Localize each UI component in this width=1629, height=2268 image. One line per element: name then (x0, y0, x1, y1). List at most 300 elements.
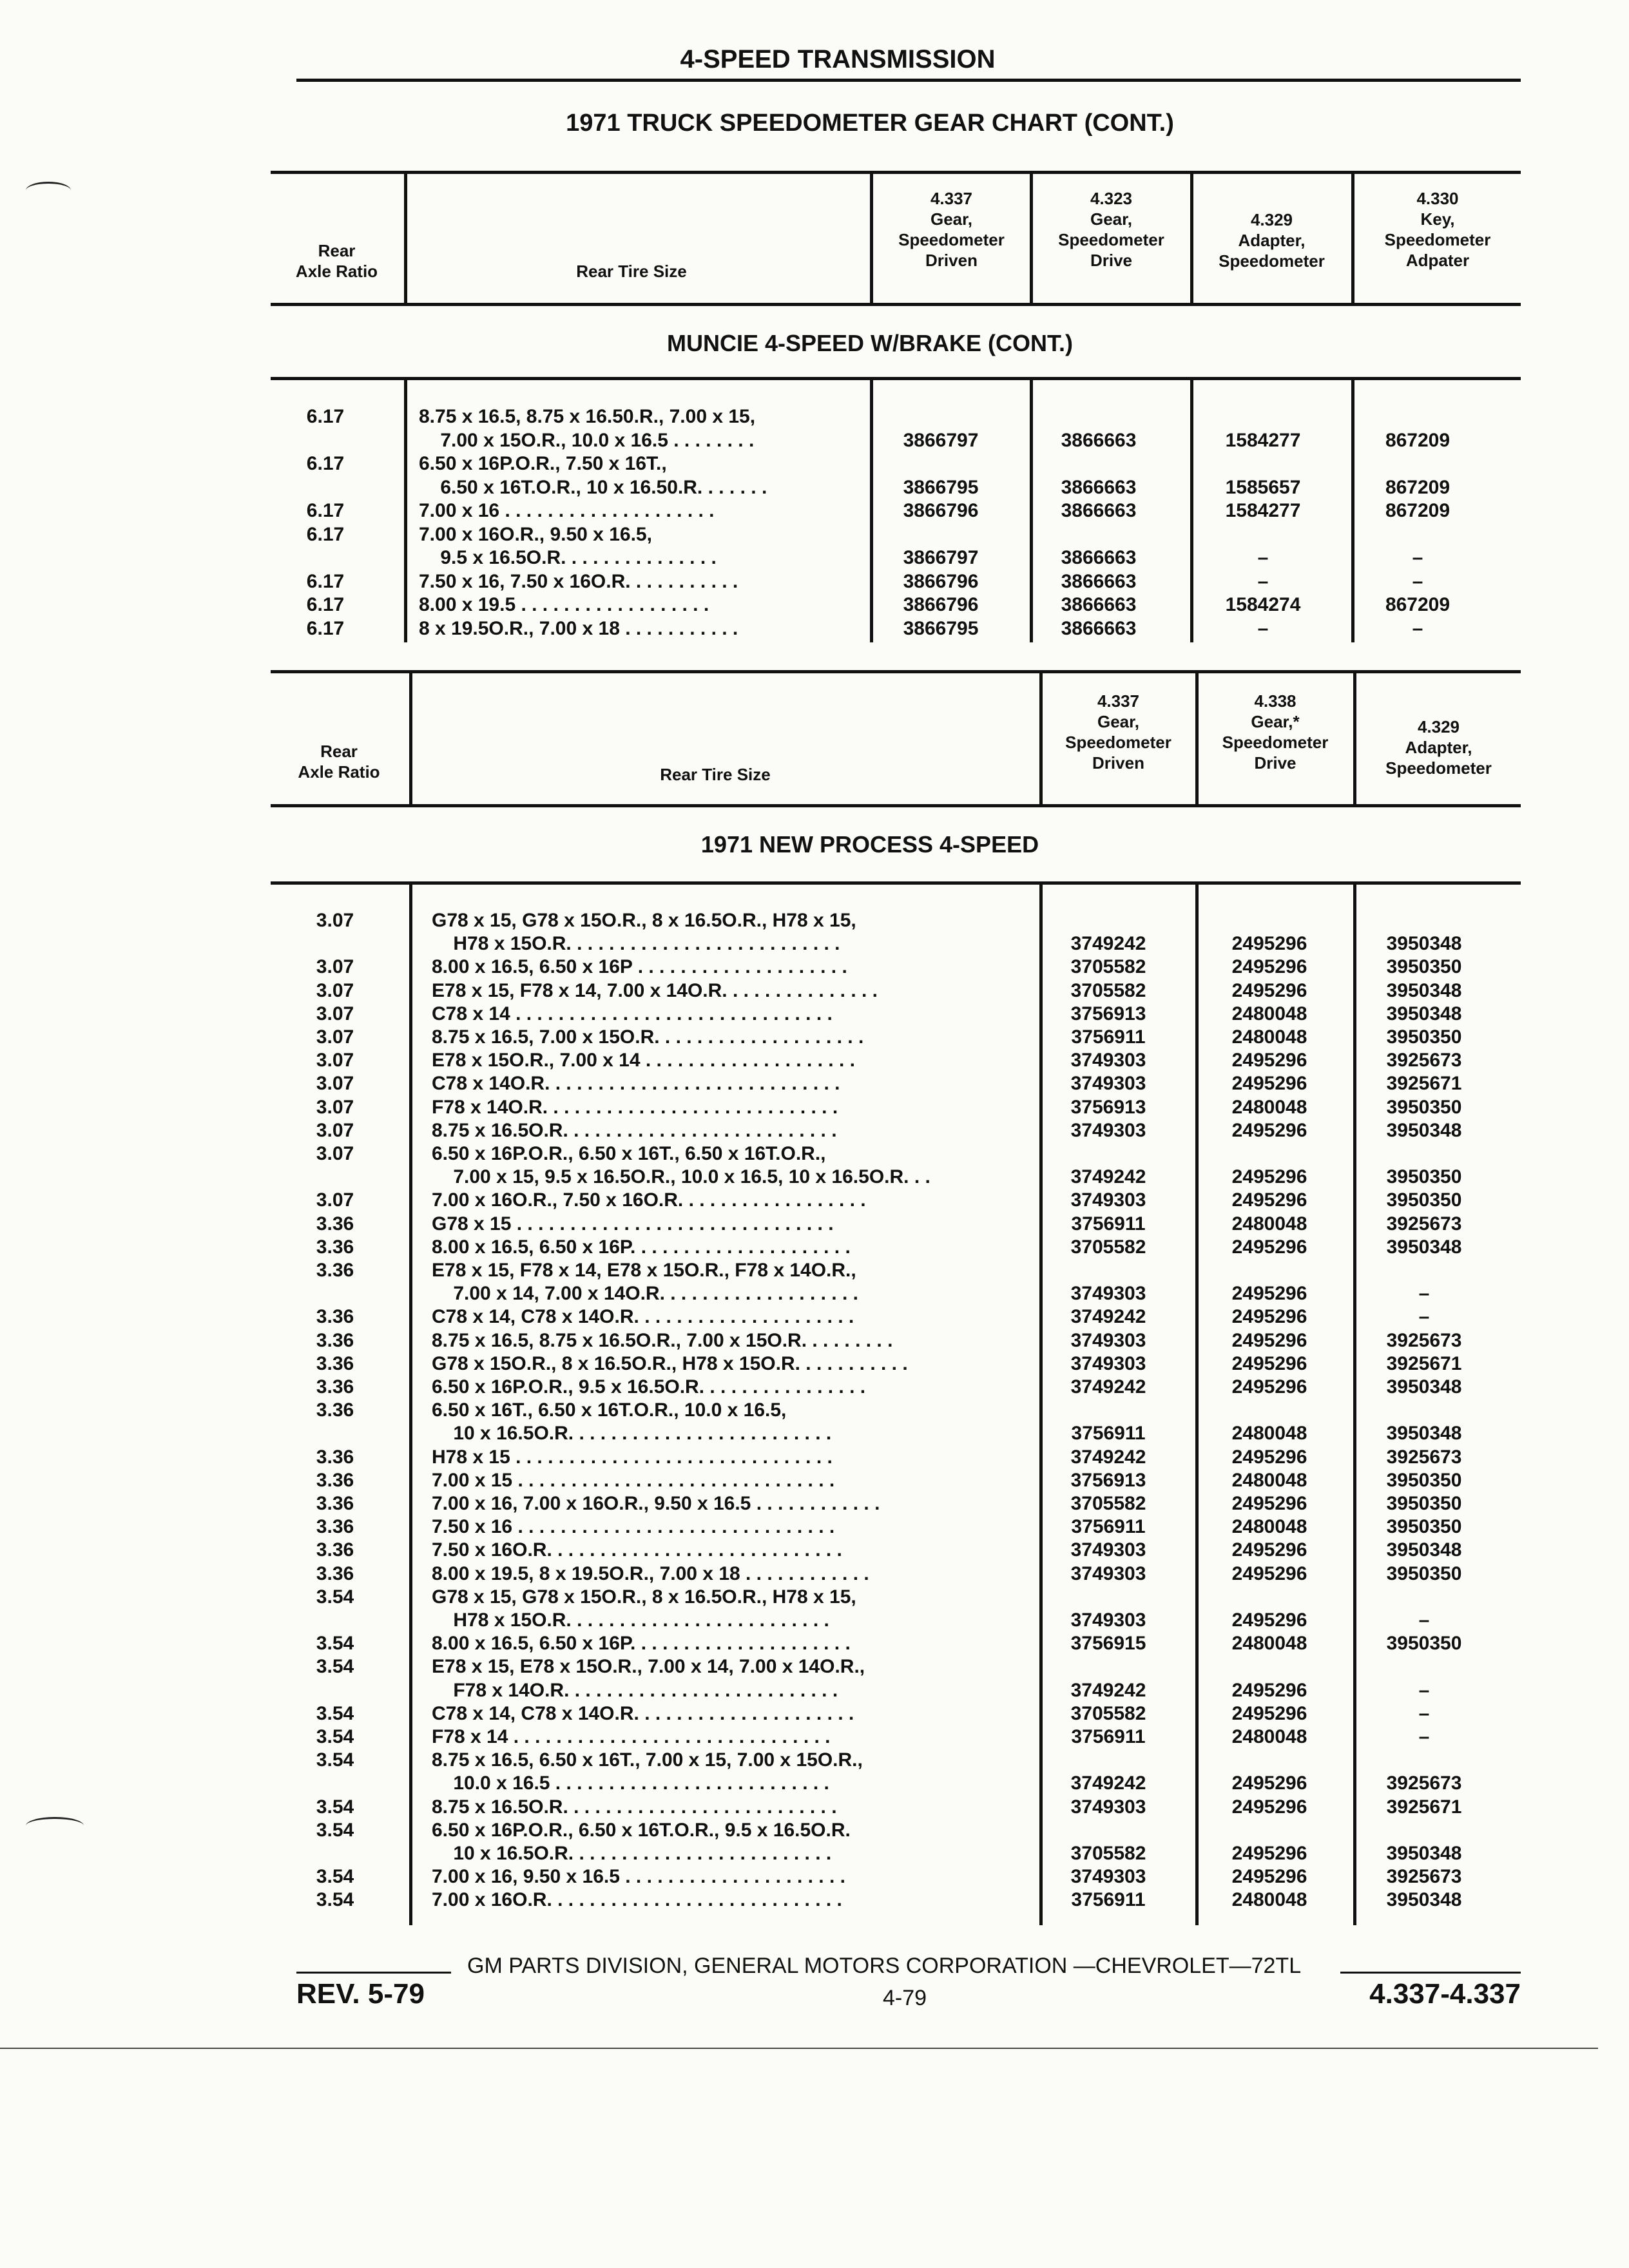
adapter-cell: 1584277 (1225, 500, 1301, 521)
tire-size-cell: H78 x 15 . . . . . . . . . . . . . . . . . . . . . . . . . . . . . . (432, 1446, 833, 1468)
driven-gear-cell: 3749303 (1070, 1796, 1146, 1818)
axle-ratio-cell: 3.54 (316, 1819, 354, 1841)
adapter-cell: 3950348 (1386, 1843, 1462, 1864)
table-row (271, 1771, 1521, 1795)
tire-size-cell: 10 x 16.5O.R. . . . . . . . . . . . . . . . . . . . . . . . . (432, 1423, 832, 1445)
drive-gear-cell: 2480048 (1231, 1003, 1307, 1024)
axle-ratio-cell: 3.36 (316, 1213, 354, 1235)
adapter-cell: – (1257, 617, 1269, 639)
table-row (271, 1562, 1521, 1586)
page-number: 4-79 (883, 1986, 927, 2010)
key-cell: – (1412, 570, 1423, 592)
table-1-section-title: MUNCIE 4-SPEED W/BRAKE (CONT.) (666, 330, 1074, 356)
driven-gear-cell: 3749303 (1070, 1562, 1146, 1584)
table-row (271, 1352, 1521, 1376)
key-cell: – (1412, 547, 1423, 568)
axle-ratio-cell: 3.54 (316, 1656, 354, 1678)
axle-ratio-cell: 3.54 (316, 1749, 354, 1771)
driven-gear-cell: 3749303 (1070, 1866, 1146, 1888)
axle-ratio-cell: 3.07 (316, 1189, 354, 1211)
adapter-cell: – (1418, 1702, 1430, 1724)
header-speedometer-driven-gear: 4.337 Gear, Speedometer Driven (1065, 691, 1171, 773)
driven-gear-cell: 3866795 (903, 617, 979, 639)
axle-ratio-cell: 3.54 (316, 1586, 354, 1608)
footer-division-text: GM PARTS DIVISION, GENERAL MOTORS CORPORATION —CHEVROLET—72TL (467, 1954, 1302, 1978)
axle-ratio-cell: 6.17 (306, 500, 345, 521)
tire-size-cell: 7.00 x 16, 9.50 x 16.5 . . . . . . . . . . . . . . . . . . . . . (432, 1866, 845, 1888)
table-row (271, 1002, 1521, 1026)
section-title: 4-SPEED TRANSMISSION (680, 45, 996, 73)
adapter-cell: 3925673 (1386, 1866, 1462, 1888)
table-row (271, 1282, 1521, 1305)
tire-size-cell: G78 x 15O.R., 8 x 16.5O.R., H78 x 15O.R. . . . . . . . . . . (432, 1352, 908, 1374)
drive-gear-cell: 2495296 (1231, 1446, 1307, 1468)
adapter-cell: 3950348 (1386, 1889, 1462, 1911)
key-cell: 867209 (1385, 594, 1451, 615)
tire-size-cell: 8.00 x 19.5 . . . . . . . . . . . . . . . . . . (419, 594, 709, 615)
drive-gear-cell: 2495296 (1231, 1329, 1307, 1351)
table-row (271, 1631, 1521, 1655)
driven-gear-cell: 3866797 (903, 547, 979, 568)
adapter-cell: 3950348 (1386, 1423, 1462, 1445)
table-row (271, 1468, 1521, 1492)
driven-gear-cell: 3705582 (1070, 956, 1146, 978)
axle-ratio-cell: 3.36 (316, 1539, 354, 1561)
axle-ratio-cell: 6.17 (306, 594, 345, 615)
drive-gear-cell: 2495296 (1231, 1166, 1307, 1188)
table-row (271, 476, 1521, 499)
axle-ratio-cell: 3.07 (316, 1003, 354, 1024)
tire-size-cell: F78 x 14 . . . . . . . . . . . . . . . . . . . . . . . . . . . . . . (432, 1726, 831, 1747)
tire-size-cell: 10 x 16.5O.R. . . . . . . . . . . . . . . . . . . . . . . . . (432, 1843, 832, 1864)
tire-size-cell: 8.75 x 16.5O.R. . . . . . . . . . . . . . . . . . . . . . . . . . (432, 1119, 837, 1141)
table-row (271, 1445, 1521, 1469)
axle-ratio-cell: 3.07 (316, 1050, 354, 1072)
axle-ratio-cell: 3.36 (316, 1236, 354, 1258)
adapter-cell: 3950350 (1386, 1562, 1462, 1584)
table-row (271, 546, 1521, 570)
tire-size-cell: E78 x 15, E78 x 15O.R., 7.00 x 14, 7.00 x 14O.R., (432, 1656, 865, 1678)
tire-size-cell: E78 x 15, F78 x 14, 7.00 x 14O.R. . . . . . . . . . . . . . . (432, 979, 878, 1001)
table-row (271, 593, 1521, 617)
table-row (271, 1421, 1521, 1445)
tire-size-cell: 6.50 x 16T.O.R., 10 x 16.50.R. . . . . . . (419, 476, 767, 498)
footer-rule-left (296, 1972, 451, 1974)
adapter-cell: 3950350 (1386, 1516, 1462, 1538)
table-row (271, 428, 1521, 452)
table-row (271, 1329, 1521, 1352)
driven-gear-cell: 3749303 (1070, 1283, 1146, 1305)
tire-size-cell: 7.00 x 16 . . . . . . . . . . . . . . . . . . . . (419, 500, 715, 521)
tire-size-cell: G78 x 15, G78 x 15O.R., 8 x 16.5O.R., H78 x 15, (432, 910, 856, 931)
axle-ratio-cell: 3.07 (316, 910, 354, 931)
tire-size-cell: 10.0 x 16.5 . . . . . . . . . . . . . . . . . . . . . . . . . . (432, 1773, 829, 1794)
adapter-cell: 3950348 (1386, 979, 1462, 1001)
tire-size-cell: 8 x 19.5O.R., 7.00 x 18 . . . . . . . . . . . (419, 617, 738, 639)
tire-size-cell: G78 x 15, G78 x 15O.R., 8 x 16.5O.R., H78 x 15, (432, 1586, 856, 1608)
table-row (271, 1375, 1521, 1399)
table-row (271, 1258, 1521, 1282)
table-row (271, 1492, 1521, 1515)
drive-gear-cell: 2495296 (1231, 1610, 1307, 1631)
tire-size-cell: 8.75 x 16.5, 7.00 x 15O.R. . . . . . . . . . . . . . . . . . . . (432, 1026, 864, 1048)
drive-gear-cell: 3866663 (1061, 476, 1137, 498)
axle-ratio-cell: 6.17 (306, 617, 345, 639)
drive-gear-cell: 2495296 (1231, 1073, 1307, 1095)
driven-gear-cell: 3749303 (1070, 1329, 1146, 1351)
driven-gear-cell: 3749303 (1070, 1610, 1146, 1631)
table-row (271, 1398, 1521, 1422)
drive-gear-cell: 2480048 (1231, 1213, 1307, 1235)
adapter-cell: 3925671 (1386, 1352, 1462, 1374)
drive-gear-cell: 2495296 (1231, 1189, 1307, 1211)
table-1-top-rule (271, 171, 1521, 174)
driven-gear-cell: 3749242 (1070, 1446, 1146, 1468)
tire-size-cell: C78 x 14 . . . . . . . . . . . . . . . . . . . . . . . . . . . . . . (432, 1003, 833, 1024)
table-row (271, 1702, 1521, 1725)
axle-ratio-cell: 6.17 (306, 406, 345, 427)
axle-ratio-cell: 3.36 (316, 1376, 354, 1398)
axle-ratio-cell: 6.17 (306, 570, 345, 592)
drive-gear-cell: 2480048 (1231, 1516, 1307, 1538)
drive-gear-cell: 3866663 (1061, 429, 1137, 451)
header-speedometer-adapter: 4.329 Adapter, Speedometer (1219, 210, 1325, 271)
table-row (271, 1072, 1521, 1095)
driven-gear-cell: 3705582 (1070, 979, 1146, 1001)
axle-ratio-cell: 3.07 (316, 956, 354, 978)
adapter-cell: 3950350 (1386, 1493, 1462, 1514)
header-rear-axle-ratio: Rear Axle Ratio (295, 241, 378, 281)
table-row (271, 405, 1521, 428)
tire-size-cell: 8.00 x 19.5, 8 x 19.5O.R., 7.00 x 18 . . . . . . . . . . . . (432, 1562, 869, 1584)
driven-gear-cell: 3749242 (1070, 1306, 1146, 1328)
axle-ratio-cell: 3.07 (316, 1119, 354, 1141)
driven-gear-cell: 3866795 (903, 476, 979, 498)
adapter-cell: 3925671 (1386, 1073, 1462, 1095)
tire-size-cell: 7.00 x 16O.R., 9.50 x 16.5, (419, 523, 652, 545)
adapter-cell: 3925673 (1386, 1773, 1462, 1794)
table-row (271, 1678, 1521, 1702)
key-cell: 867209 (1385, 500, 1451, 521)
adapter-cell: 3950350 (1386, 1189, 1462, 1211)
drive-gear-cell: 2495296 (1231, 1352, 1307, 1374)
axle-ratio-cell: 3.54 (316, 1866, 354, 1888)
drive-gear-cell: 3866663 (1061, 594, 1137, 615)
tire-size-cell: C78 x 14, C78 x 14O.R. . . . . . . . . . . . . . . . . . . . . (432, 1702, 854, 1724)
driven-gear-cell: 3749242 (1070, 1773, 1146, 1794)
table-row (271, 1515, 1521, 1539)
revision-label: REV. 5-79 (296, 1978, 425, 2010)
tire-size-cell: 7.50 x 16O.R. . . . . . . . . . . . . . . . . . . . . . . . . . . . (432, 1539, 842, 1561)
driven-gear-cell: 3749303 (1070, 1352, 1146, 1374)
key-cell: 867209 (1385, 429, 1451, 451)
axle-ratio-cell: 3.36 (316, 1516, 354, 1538)
drive-gear-cell: 3866663 (1061, 500, 1137, 521)
tire-size-cell: G78 x 15 . . . . . . . . . . . . . . . . . . . . . . . . . . . . . . (432, 1213, 834, 1235)
drive-gear-cell: 2495296 (1231, 1236, 1307, 1258)
drive-gear-cell: 2495296 (1231, 979, 1307, 1001)
adapter-cell: 3950350 (1386, 1026, 1462, 1048)
driven-gear-cell: 3756911 (1071, 1026, 1146, 1048)
driven-gear-cell: 3756911 (1071, 1889, 1146, 1911)
drive-gear-cell: 2495296 (1231, 1843, 1307, 1864)
drive-gear-cell: 2480048 (1231, 1633, 1307, 1655)
tire-size-cell: 7.50 x 16, 7.50 x 16O.R. . . . . . . . . . . (419, 570, 738, 592)
driven-gear-cell: 3705582 (1070, 1236, 1146, 1258)
tire-size-cell: 7.00 x 14, 7.00 x 14O.R. . . . . . . . . . . . . . . . . . . (432, 1283, 858, 1305)
driven-gear-cell: 3749303 (1070, 1050, 1146, 1072)
table-row (271, 1888, 1521, 1912)
adapter-cell: 3950348 (1386, 1119, 1462, 1141)
tire-size-cell: C78 x 14, C78 x 14O.R. . . . . . . . . . . . . . . . . . . . . (432, 1306, 854, 1328)
adapter-cell: 3950350 (1386, 1166, 1462, 1188)
tire-size-cell: 6.50 x 16P.O.R., 9.5 x 16.5O.R. . . . . . . . . . . . . . . . (432, 1376, 866, 1398)
tire-size-cell: E78 x 15O.R., 7.00 x 14 . . . . . . . . . . . . . . . . . . . . (432, 1050, 855, 1072)
adapter-cell: – (1257, 570, 1269, 592)
axle-ratio-cell: 3.36 (316, 1469, 354, 1491)
drive-gear-cell: 2495296 (1231, 1539, 1307, 1561)
key-cell: – (1412, 617, 1423, 639)
tire-size-cell: F78 x 14O.R. . . . . . . . . . . . . . . . . . . . . . . . . . . . (432, 1096, 838, 1118)
tire-size-cell: 7.00 x 15O.R., 10.0 x 16.5 . . . . . . . . (419, 429, 755, 451)
tire-size-cell: 8.00 x 16.5, 6.50 x 16P. . . . . . . . . . . . . . . . . . . . . (432, 1633, 851, 1655)
header-speedometer-drive-gear: 4.323 Gear, Speedometer Drive (1058, 189, 1164, 270)
driven-gear-cell: 3749242 (1070, 933, 1146, 955)
adapter-cell: – (1418, 1610, 1430, 1631)
tire-size-cell: 7.00 x 16, 7.00 x 16O.R., 9.50 x 16.5 . . . . . . . . . . . . (432, 1493, 880, 1514)
driven-gear-cell: 3866797 (903, 429, 979, 451)
drive-gear-cell: 2480048 (1231, 1469, 1307, 1491)
driven-gear-cell: 3749242 (1070, 1376, 1146, 1398)
table-row (271, 1841, 1521, 1865)
table-row (271, 979, 1521, 1003)
table-row (271, 1025, 1521, 1049)
axle-ratio-cell: 3.36 (316, 1352, 354, 1374)
drive-gear-cell: 2480048 (1231, 1096, 1307, 1118)
drive-gear-cell: 2495296 (1231, 1866, 1307, 1888)
drive-gear-cell: 2495296 (1231, 933, 1307, 955)
axle-ratio-cell: 3.54 (316, 1633, 354, 1655)
axle-ratio-cell: 3.54 (316, 1702, 354, 1724)
adapter-cell: 3950350 (1386, 956, 1462, 978)
adapter-cell: 3950350 (1386, 1096, 1462, 1118)
drive-gear-cell: 2480048 (1231, 1726, 1307, 1747)
driven-gear-cell: 3749303 (1070, 1189, 1146, 1211)
table-row (271, 1188, 1521, 1212)
driven-gear-cell: 3866796 (903, 570, 979, 592)
table-row (271, 1585, 1521, 1609)
tire-size-cell: 7.00 x 15 . . . . . . . . . . . . . . . . . . . . . . . . . . . . . . (432, 1469, 835, 1491)
chart-title: 1971 TRUCK SPEEDOMETER GEAR CHART (CONT.) (566, 110, 1174, 137)
drive-gear-cell: 2480048 (1231, 1423, 1307, 1445)
table-row (271, 1048, 1521, 1072)
axle-ratio-cell: 3.54 (316, 1889, 354, 1911)
drive-gear-cell: 3866663 (1061, 617, 1137, 639)
driven-gear-cell: 3756913 (1070, 1003, 1146, 1024)
header-speedometer-adapter-key: 4.330 Key, Speedometer Adpater (1384, 189, 1491, 270)
axle-ratio-cell: 3.36 (316, 1260, 354, 1281)
tire-size-cell: 8.75 x 16.5, 8.75 x 16.5O.R., 7.00 x 15O.R. . . . . . . . . (432, 1329, 893, 1351)
adapter-cell: 3925673 (1386, 1446, 1462, 1468)
adapter-cell: 3950348 (1386, 1236, 1462, 1258)
table-row (271, 1305, 1521, 1329)
adapter-cell: – (1418, 1679, 1430, 1701)
adapter-cell: 3950348 (1386, 1539, 1462, 1561)
table-row (271, 1119, 1521, 1142)
tire-size-cell: 7.50 x 16 . . . . . . . . . . . . . . . . . . . . . . . . . . . . . . (432, 1516, 835, 1538)
drive-gear-cell: 2495296 (1231, 1119, 1307, 1141)
driven-gear-cell: 3756911 (1071, 1423, 1146, 1445)
drive-gear-cell: 2480048 (1231, 1889, 1307, 1911)
axle-ratio-cell: 3.36 (316, 1329, 354, 1351)
drive-gear-cell: 2495296 (1231, 1562, 1307, 1584)
tire-size-cell: 7.00 x 16O.R. . . . . . . . . . . . . . . . . . . . . . . . . . . . (432, 1889, 842, 1911)
tire-size-cell: 6.50 x 16T., 6.50 x 16T.O.R., 10.0 x 16.5, (432, 1399, 787, 1421)
axle-ratio-cell: 3.36 (316, 1306, 354, 1328)
table-2-vline (409, 670, 412, 804)
axle-ratio-cell: 3.07 (316, 979, 354, 1001)
tire-size-cell: F78 x 14O.R. . . . . . . . . . . . . . . . . . . . . . . . . . (432, 1679, 838, 1701)
drive-gear-cell: 2495296 (1231, 1306, 1307, 1328)
section-reference: 4.337-4.337 (1369, 1978, 1521, 2010)
axle-ratio-cell: 3.54 (316, 1796, 354, 1818)
driven-gear-cell: 3756911 (1071, 1726, 1146, 1747)
axle-ratio-cell: 6.17 (306, 523, 345, 545)
tire-size-cell: 8.75 x 16.5, 8.75 x 16.50.R., 7.00 x 15, (419, 406, 756, 427)
binder-hole-mark (26, 182, 71, 199)
tire-size-cell: H78 x 15O.R. . . . . . . . . . . . . . . . . . . . . . . . . (432, 1610, 829, 1631)
axle-ratio-cell: 3.07 (316, 1096, 354, 1118)
axle-ratio-cell: 3.54 (316, 1726, 354, 1747)
driven-gear-cell: 3866796 (903, 500, 979, 521)
header-speedometer-drive-gear: 4.338 Gear,* Speedometer Drive (1222, 691, 1329, 773)
drive-gear-cell: 2495296 (1231, 1702, 1307, 1724)
tire-size-cell: 9.5 x 16.5O.R. . . . . . . . . . . . . . . (419, 547, 717, 568)
adapter-cell: 3925673 (1386, 1329, 1462, 1351)
adapter-cell: 3925671 (1386, 1796, 1462, 1818)
key-cell: 867209 (1385, 476, 1451, 498)
table-row (271, 1865, 1521, 1888)
tire-size-cell: 6.50 x 16P.O.R., 6.50 x 16T.O.R., 9.5 x 16.5O.R. (432, 1819, 851, 1841)
table-2-top-rule (271, 670, 1521, 673)
adapter-cell: 3950348 (1386, 933, 1462, 955)
axle-ratio-cell: 3.07 (316, 1026, 354, 1048)
drive-gear-cell: 2495296 (1231, 956, 1307, 978)
tire-size-cell: 8.00 x 16.5, 6.50 x 16P . . . . . . . . . . . . . . . . . . . . (432, 956, 847, 978)
driven-gear-cell: 3756911 (1071, 1213, 1146, 1235)
table-row (271, 523, 1521, 546)
table-2-section-title: 1971 NEW PROCESS 4-SPEED (700, 831, 1039, 858)
drive-gear-cell: 3866663 (1061, 547, 1137, 568)
driven-gear-cell: 3756913 (1070, 1469, 1146, 1491)
axle-ratio-cell: 3.07 (316, 1073, 354, 1095)
bottom-edge-rule (0, 2048, 1598, 2049)
table-row (271, 1725, 1521, 1749)
adapter-cell: 3950350 (1386, 1633, 1462, 1655)
driven-gear-cell: 3756915 (1070, 1633, 1146, 1655)
adapter-cell: – (1257, 547, 1269, 568)
adapter-cell: 1584274 (1225, 594, 1301, 615)
driven-gear-cell: 3749242 (1070, 1679, 1146, 1701)
table-1-vline (404, 171, 407, 303)
table-row (271, 1748, 1521, 1772)
driven-gear-cell: 3705582 (1070, 1493, 1146, 1514)
table-row (271, 1142, 1521, 1166)
drive-gear-cell: 2480048 (1231, 1026, 1307, 1048)
footer-rule-right (1340, 1972, 1521, 1974)
tire-size-cell: 8.00 x 16.5, 6.50 x 16P. . . . . . . . . . . . . . . . . . . . . (432, 1236, 851, 1258)
tire-size-cell: 6.50 x 16P.O.R., 6.50 x 16T., 6.50 x 16T.O.R., (432, 1143, 826, 1164)
drive-gear-cell: 2495296 (1231, 1050, 1307, 1072)
axle-ratio-cell: 6.17 (306, 453, 345, 474)
axle-ratio-cell: 3.36 (316, 1562, 354, 1584)
adapter-cell: 3925673 (1386, 1213, 1462, 1235)
table-row (271, 932, 1521, 956)
drive-gear-cell: 2495296 (1231, 1679, 1307, 1701)
table-1-header-rule (271, 303, 1521, 306)
driven-gear-cell: 3756911 (1071, 1516, 1146, 1538)
axle-ratio-cell: 3.36 (316, 1446, 354, 1468)
header-speedometer-adapter: 4.329 Adapter, Speedometer (1385, 717, 1492, 778)
driven-gear-cell: 3749303 (1070, 1073, 1146, 1095)
table-2-header-rule (271, 804, 1521, 807)
tire-size-cell: E78 x 15, F78 x 14, E78 x 15O.R., F78 x 14O.R., (432, 1260, 856, 1281)
tire-size-cell: 8.75 x 16.5O.R. . . . . . . . . . . . . . . . . . . . . . . . . . (432, 1796, 837, 1818)
drive-gear-cell: 2495296 (1231, 1493, 1307, 1514)
table-row (271, 1608, 1521, 1632)
adapter-cell: – (1418, 1726, 1430, 1747)
drive-gear-cell: 2495296 (1231, 1376, 1307, 1398)
axle-ratio-cell: 3.36 (316, 1399, 354, 1421)
tire-size-cell: C78 x 14O.R. . . . . . . . . . . . . . . . . . . . . . . . . . . . (432, 1073, 840, 1095)
table-row (271, 955, 1521, 979)
tire-size-cell: H78 x 15O.R. . . . . . . . . . . . . . . . . . . . . . . . . . (432, 933, 840, 955)
adapter-cell: 3950350 (1386, 1469, 1462, 1491)
table-row (271, 1655, 1521, 1678)
axle-ratio-cell: 3.07 (316, 1143, 354, 1164)
driven-gear-cell: 3749242 (1070, 1166, 1146, 1188)
table-row (271, 1538, 1521, 1562)
adapter-cell: 1584277 (1225, 429, 1301, 451)
header-rear-tire-size: Rear Tire Size (576, 262, 687, 281)
driven-gear-cell: 3705582 (1070, 1702, 1146, 1724)
header-rear-tire-size: Rear Tire Size (660, 765, 771, 784)
driven-gear-cell: 3866796 (903, 594, 979, 615)
title-rule (296, 79, 1521, 82)
adapter-cell: 3950348 (1386, 1003, 1462, 1024)
adapter-cell: – (1418, 1306, 1430, 1328)
driven-gear-cell: 3705582 (1070, 1843, 1146, 1864)
table-row (271, 570, 1521, 593)
drive-gear-cell: 2495296 (1231, 1283, 1307, 1305)
drive-gear-cell: 2495296 (1231, 1796, 1307, 1818)
drive-gear-cell: 3866663 (1061, 570, 1137, 592)
drive-gear-cell: 2495296 (1231, 1773, 1307, 1794)
table-row (271, 617, 1521, 640)
table-1-body-rule (271, 377, 1521, 380)
table-row (271, 1095, 1521, 1119)
tire-size-cell: 8.75 x 16.5, 6.50 x 16T., 7.00 x 15, 7.00 x 15O.R., (432, 1749, 863, 1771)
table-row (271, 1795, 1521, 1819)
adapter-cell: 3925673 (1386, 1050, 1462, 1072)
header-rear-axle-ratio: Rear Axle Ratio (298, 742, 380, 782)
adapter-cell: 1585657 (1225, 476, 1301, 498)
header-speedometer-driven-gear: 4.337 Gear, Speedometer Driven (898, 189, 1005, 270)
table-2-body-rule (271, 881, 1521, 885)
table-row (271, 908, 1521, 932)
driven-gear-cell: 3749303 (1070, 1119, 1146, 1141)
driven-gear-cell: 3756913 (1070, 1096, 1146, 1118)
